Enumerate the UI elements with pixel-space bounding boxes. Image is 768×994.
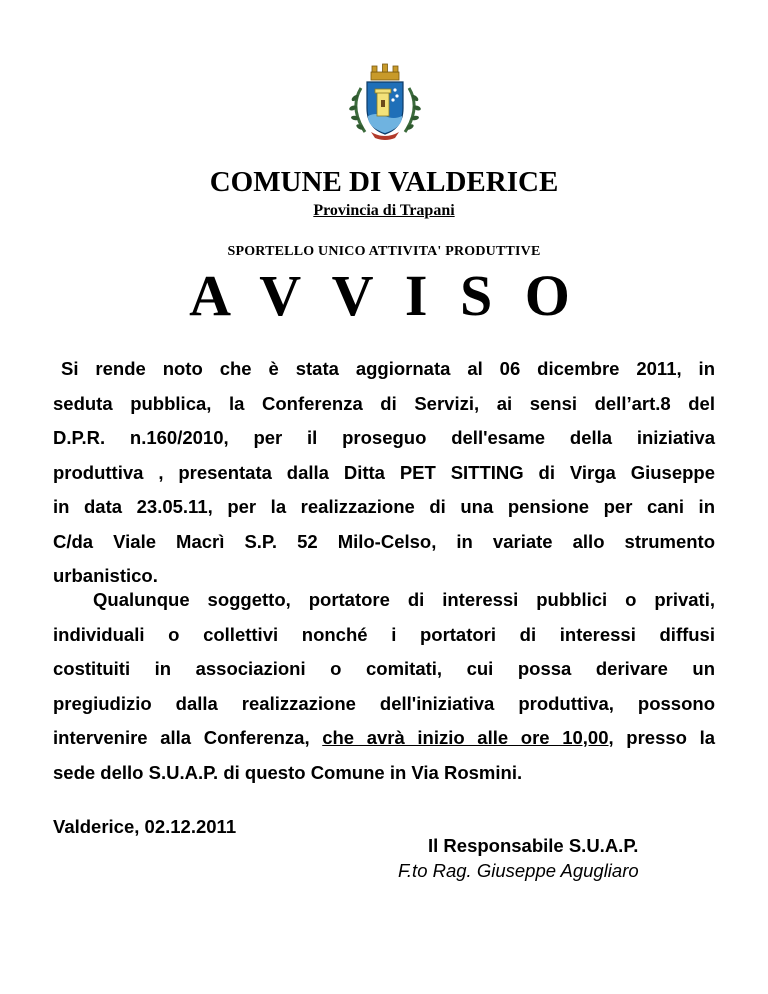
paragraph-announcement	[53, 352, 715, 594]
text-line: pregiudizio dalla realizzazione dell'iniziativa produttiva, possono	[53, 692, 715, 714]
meeting-time-underlined: che avrà inizio alle ore 10,00	[322, 727, 609, 748]
text-line: individuali o collettivi nonché i portatori di interessi diffusi	[53, 623, 715, 645]
text-line: seduta pubblica, la Conferenza di Servizi, ai sensi dell’art.8 del	[53, 392, 715, 414]
place-date: Valderice, 02.12.2011	[53, 816, 237, 837]
province-subtitle: Provincia di Trapani	[313, 202, 455, 219]
text-line: Si rende noto che è stata aggiornata al 06 dicembre 2011, in	[61, 358, 715, 379]
notice-heading: A V V I S O	[189, 263, 579, 328]
municipality-title: COMUNE DI VALDERICE	[209, 166, 559, 198]
text-line: Qualunque soggetto, portatore di interessi pubblici o privati,	[93, 589, 715, 610]
text-segment: intervenire alla Conferenza,	[53, 727, 323, 748]
coat-of-arms-icon	[341, 58, 429, 142]
text-line	[53, 721, 715, 756]
text-line: D.P.R. n.160/2010, per il proseguo dell'esame della iniziativa	[53, 427, 715, 448]
text-line: in data 23.05.11, per la realizzazione di una pensione per cani in	[53, 496, 715, 517]
signatory-role: Il Responsabile S.U.A.P.	[428, 835, 639, 856]
text-line: C/da Viale Macrì S.P. 52 Milo-Celso, in variate allo strumento	[53, 530, 715, 552]
paragraph-participation	[53, 583, 715, 790]
text-line: produttiva , presentata dalla Ditta PET SITTING di Virga Giuseppe	[53, 461, 715, 483]
text-line: costituiti in associazioni o comitati, cui possa derivare un	[53, 658, 715, 679]
text-line: sede dello S.U.A.P. di questo Comune in Via Rosmini.	[53, 761, 523, 783]
signatory-name: F.to Rag. Giuseppe Agugliaro	[398, 860, 639, 881]
text-segment: , presso la	[608, 727, 716, 748]
text-line: urbanistico.	[53, 565, 158, 586]
office-name: SPORTELLO UNICO ATTIVITA' PRODUTTIVE	[227, 244, 541, 259]
